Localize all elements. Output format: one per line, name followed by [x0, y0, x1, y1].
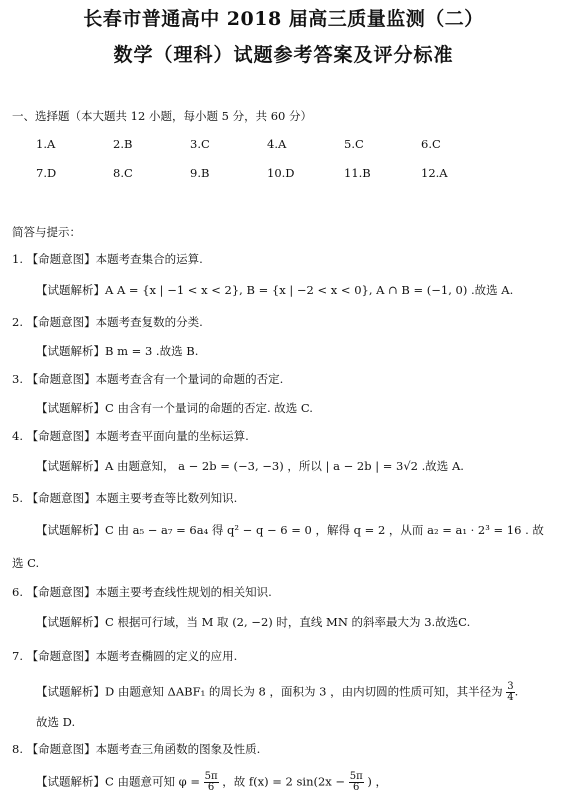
q8-analysis-text-c: ) ， [367, 774, 387, 789]
q5-intent: 5. 【命题意图】本题主要考查等比数列知识. [12, 491, 238, 505]
function-fraction [349, 772, 364, 793]
q7-intent: 7. 【命题意图】本题考查椭圆的定义的应用. [12, 649, 238, 663]
q5-continuation: 选 C. [12, 556, 40, 570]
hint-header: 简答与提示： [12, 225, 81, 239]
answer-cell: 4.A [267, 137, 287, 151]
q7-continuation: 故选 D. [36, 715, 76, 729]
answer-cell: 7.D [36, 166, 57, 180]
q4-intent: 4. 【命题意图】本题考查平面向量的坐标运算. [12, 429, 249, 443]
answer-cell: 11.B [344, 166, 371, 180]
fraction-denominator: 6 [207, 782, 215, 793]
q8-intent: 8. 【命题意图】本题考查三角函数的图象及性质. [12, 742, 261, 756]
answer-cell: 2.B [113, 137, 133, 151]
section-heading-choice: 一、选择题（本大题共 12 小题，每小题 5 分，共 60 分） [12, 109, 313, 123]
answer-cell: 10.D [267, 166, 295, 180]
fraction-numerator: 5π [349, 771, 363, 782]
fraction-numerator: 3 [507, 681, 514, 692]
answer-cell: 5.C [344, 137, 364, 151]
q2-intent: 2. 【命题意图】本题考查复数的分类. [12, 315, 203, 329]
q2-analysis: 【试题解析】B m = 3 .故选 B. [36, 344, 199, 358]
q3-intent: 3. 【命题意图】本题考查含有一个量词的命题的否定. [12, 372, 284, 386]
q4-analysis: 【试题解析】A 由题意知， a − 2b = (−3, −3) ，所以 | a − 2b | = 3√2 .故选 A. [36, 459, 464, 473]
document-subtitle: 数学（理科）试题参考答案及评分标准 [113, 44, 454, 66]
q6-intent: 6. 【命题意图】本题主要考查线性规划的相关知识. [12, 585, 272, 599]
q1-intent: 1. 【命题意图】本题考查集合的运算. [12, 252, 203, 266]
fraction-denominator: 6 [353, 782, 360, 793]
q7-analysis: 【试题解析】D 由题意知 ΔABF₁ 的周长为 8 ，面积为 3 ，由内切圆的性质可知，其半径为 $\frac{3}{4}$ . [36, 681, 519, 703]
answer-cell: 12.A [421, 166, 448, 180]
q8-analysis-text-b: ，故 f(x) = 2 sin(2x − [222, 774, 346, 789]
q6-analysis: 【试题解析】C 根据可行域，当 M 取 (2, −2) 时，直线 MN 的斜率最大为 3.故选C. [36, 615, 471, 629]
answer-cell: 9.B [190, 166, 210, 180]
q8-analysis [36, 772, 387, 793]
document-title: 长春市普通高中 2018 届高三质量监测（二） [83, 8, 484, 30]
answer-cell: 8.C [113, 166, 133, 180]
q5-analysis: 【试题解析】C 由 a₅ − a₇ = 6a₄ 得 q² − q − 6 = 0 ，解得 q = 2 ，从而 a₂ = a₁ · 2³ = 16 . 故 [36, 523, 544, 537]
answer-cell: 3.C [190, 137, 210, 151]
fraction-numerator: 5π [204, 771, 218, 782]
phi-fraction [204, 772, 219, 793]
answer-cell: 6.C [421, 137, 441, 151]
q3-analysis: 【试题解析】C 由含有一个量词的命题的否定. 故选 C. [36, 401, 313, 415]
q1-analysis: 【试题解析】A A = {x | −1 < x < 2}, B = {x | −2 < x < 0}, A ∩ B = (−1, 0) .故选 A. [36, 283, 514, 297]
answer-row-1 [36, 137, 498, 151]
fraction-denominator: 4 [507, 692, 514, 703]
q7-analysis-text: 【试题解析】D 由题意知 ΔABF₁ 的周长为 8 ，面积为 3 ，由内切圆的性质可知，其半径为 [36, 684, 503, 699]
radius-fraction [506, 682, 514, 703]
q8-analysis-text-a: 【试题解析】C 由题意可知 φ = [36, 774, 200, 789]
answer-cell: 1.A [36, 137, 56, 151]
answer-row-2 [36, 166, 498, 180]
